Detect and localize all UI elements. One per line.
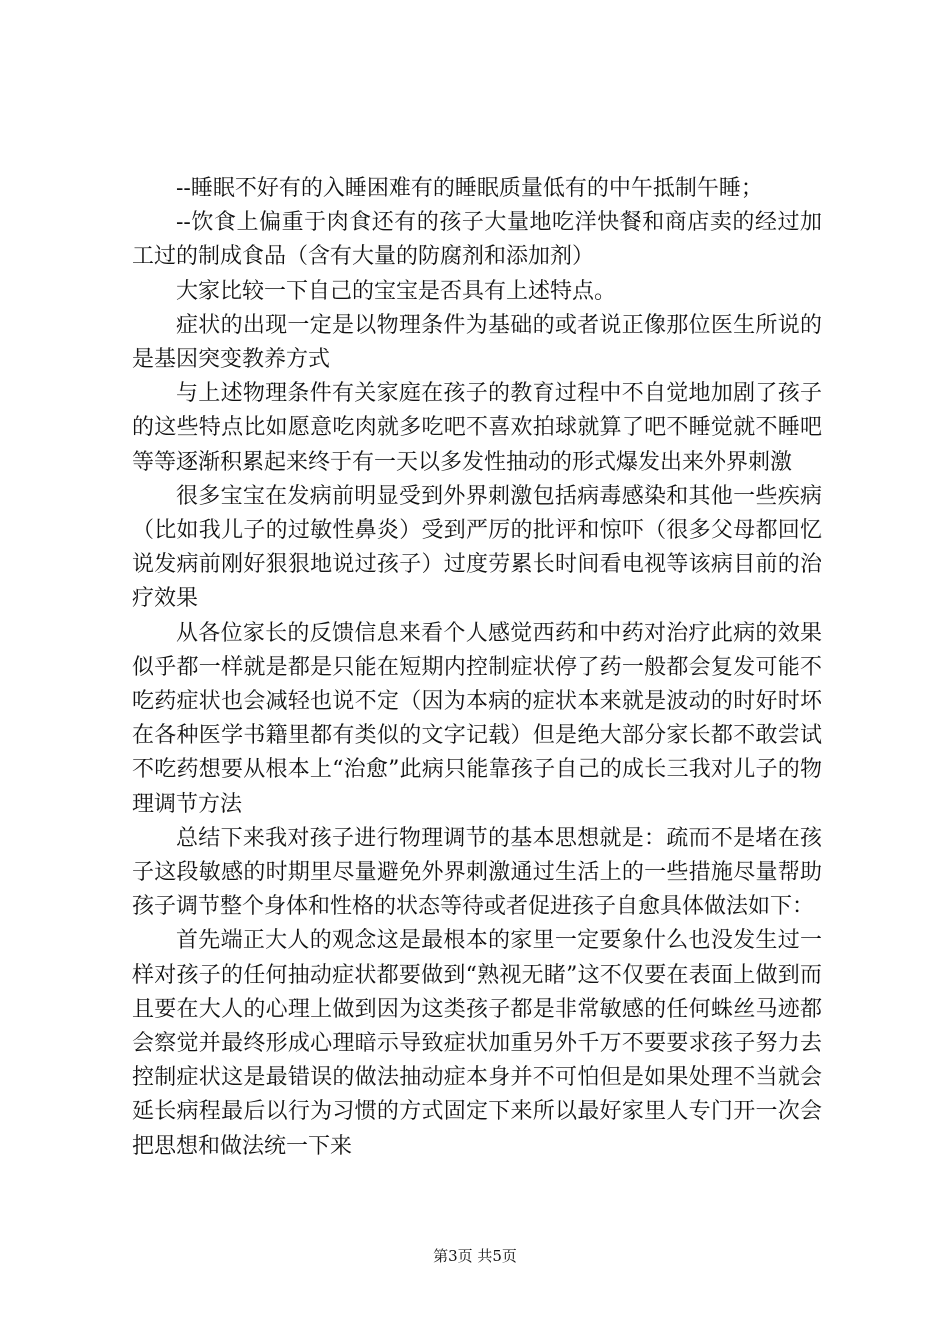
paragraph-8: 总结下来我对孩子进行物理调节的基本思想就是：疏而不是堵在孩子这段敏感的时期里尽量避免外界刺激通过生活上的一些措施尽量帮助孩子调节整个身体和性格的状态等待或者促进孩子自愈具体做法如下：: [132, 825, 822, 920]
paragraph-3: 大家比较一下自己的宝宝是否具有上述特点。: [176, 278, 617, 304]
page-footer: 第3页 共5页: [433, 1247, 517, 1265]
paragraph-9: 首先端正大人的观念这是最根本的家里一定要象什么也没发生过一样对孩子的任何抽动症状都要做到“熟视无睹”这不仅要在表面上做到而且要在大人的心理上做到因为这类孩子都是非常敏感的任何蛛丝马迹都会察觉并最终形成心理暗示导致症状加重另外千万不要要求孩子努力去控制症状这是最错误的做法抽动症本身并不可怕但是如果处理不当就会延长病程最后以行为习惯的方式固定下来所以最好家里人专门开一次会把思想和做法统一下来: [132, 928, 822, 1159]
paragraph-1: --睡眠不好有的入睡困难有的睡眠质量低有的中午抵制午睡；: [176, 176, 763, 201]
paragraph-7: 从各位家长的反馈信息来看个人感觉西药和中药对治疗此病的效果似乎都一样就是都是只能在短期内控制症状停了药一般都会复发可能不吃药症状也会减轻也说不定（因为本病的症状本来就是波动的时好时坏在各种医学书籍里都有类似的文字记载）但是绝大部分家长都不敢尝试不吃药想要从根本上“治愈”此病只能靠孩子自己的成长三我对儿子的物理调节方法: [132, 620, 822, 817]
paragraph-6: 很多宝宝在发病前明显受到外界刺激包括病毒感染和其他一些疾病（比如我儿子的过敏性鼻炎）受到严厉的批评和惊吓（很多父母都回忆说发病前刚好狠狠地说过孩子）过度劳累长时间看电视等该病目前的治疗效果: [132, 483, 822, 612]
paragraph-5: 与上述物理条件有关家庭在孩子的教育过程中不自觉地加剧了孩子的这些特点比如愿意吃肉就多吃吧不喜欢拍球就算了吧不睡觉就不睡吧等等逐渐积累起来终于有一天以多发性抽动的形式爆发出来外界刺激: [132, 381, 822, 475]
paragraph-4: 症状的出现一定是以物理条件为基础的或者说正像那位医生所说的是基因突变教养方式: [132, 312, 822, 373]
paragraph-2: --饮食上偏重于肉食还有的孩子大量地吃洋快餐和商店卖的经过加工过的制成食品（含有大量的防腐剂和添加剂）: [132, 210, 822, 270]
document-body: [132, 172, 822, 1164]
